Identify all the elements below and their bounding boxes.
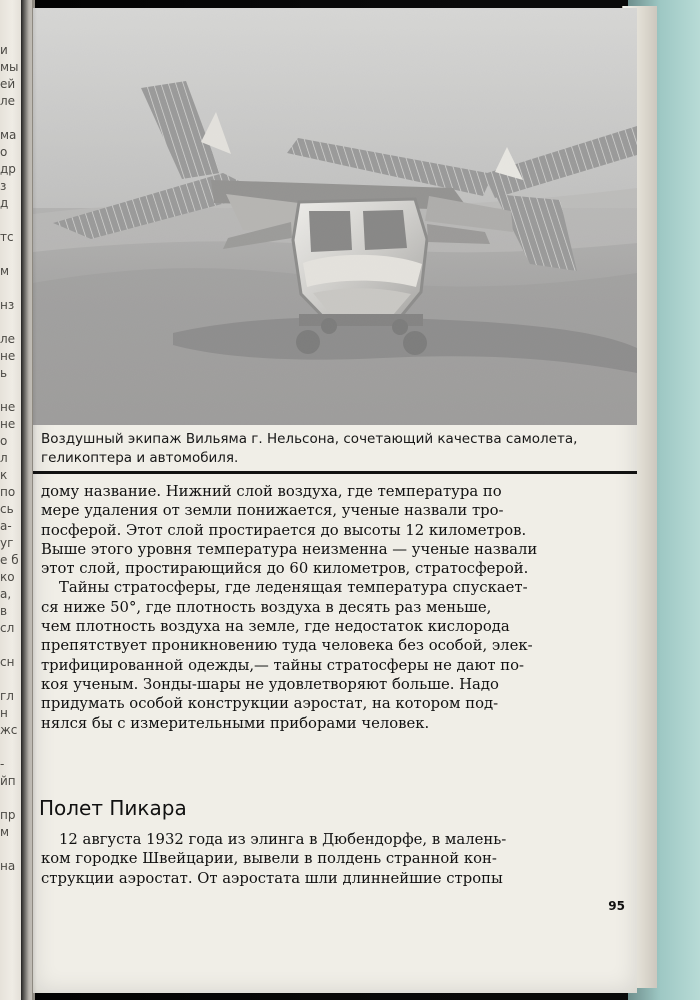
body-line: этот слой, простирающийся до 60 километров, стратосферой. (41, 560, 529, 578)
body-line: Выше этого уровня температура неизменна — ученые назвали (41, 540, 538, 558)
body-line: Тайны стратосферы, где леденящая температура спускает- (59, 579, 528, 597)
caption-line: Воздушный экипаж Вильяма г. Нельсона, сочетающий качества самолета, (41, 431, 578, 447)
body-line: посферой. Этот слой простирается до высоты 12 километров. (41, 521, 527, 539)
body-line: трифицированной одежды,— тайны стратосферы не дают по- (41, 656, 525, 674)
section-line: ком городке Швейцарии, вывели в полдень странной кон- (41, 850, 497, 868)
body-line: ся ниже 50°, где плотность воздуха в десять раз меньше, (41, 598, 492, 616)
photo-caption (41, 430, 629, 468)
body-line: придумать особой конструкции аэростат, на котором под- (41, 695, 499, 713)
section-line: 12 августа 1932 года из элинга в Дюбендорфе, в малень- (59, 831, 507, 848)
body-line: чем плотность воздуха на земле, где недостаток кислорода (41, 618, 510, 636)
body-line: нялся бы с измерительными приборами человек. (41, 714, 430, 732)
book-gutter-shadow (21, 0, 37, 1000)
main-paragraphs (41, 482, 629, 733)
caption-line: геликоптера и автомобиля. (41, 450, 239, 466)
body-line: мере удаления от земли понижается, ученые назвали тро- (41, 502, 504, 520)
body-line: коя ученым. Зонды-шары не удовлетворяют больше. Надо (41, 675, 499, 693)
page-number: 95 (608, 899, 625, 913)
left-page-text-fragments: и мы ей ле ма о др з д тс м нз ле не ь не не о л к по сь а- уг е б ко а, в сл сн гл н жс - йп пр м на (0, 43, 19, 873)
body-line: препятствует проникновению туда человека без особой, элек- (41, 637, 533, 655)
book-page (33, 8, 637, 993)
section-title: Полет Пикара (39, 796, 187, 820)
aircraft-photo (33, 8, 637, 425)
body-line: дому название. Нижний слой воздуха, где температура по (41, 483, 502, 500)
section-line: струкции аэростат. От аэростата шли длиннейшие стропы (41, 869, 503, 887)
caption-rule (33, 471, 637, 474)
section-paragraph (41, 830, 629, 888)
